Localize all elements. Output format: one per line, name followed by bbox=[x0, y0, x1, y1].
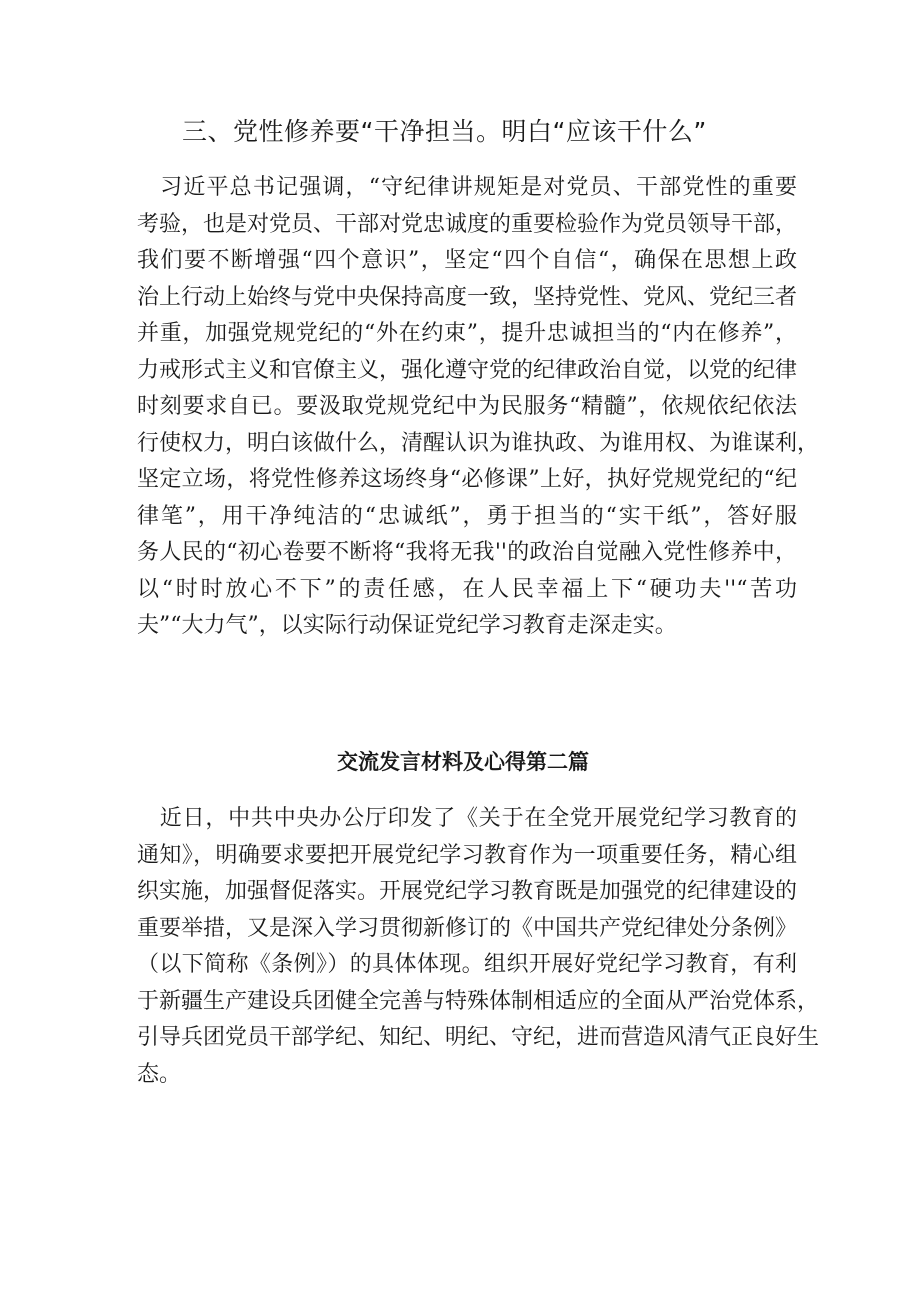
paragraph-line: 以“时时放心不下”的责任感，在人民幸福上下“硬功夫''“苦功 bbox=[137, 576, 797, 602]
paragraph-line: 通知》，明确要求要把开展党纪学习教育作为一项重要任务，精心组 bbox=[137, 842, 797, 868]
paragraph-line: 律笔”，用干净纯洁的“忠诚纸”，勇于担当的“实干纸”，答好服 bbox=[137, 503, 797, 529]
paragraph-line: 重要举措，又是深入学习贯彻新修订的《中国共产党纪律处分条例》 bbox=[137, 915, 798, 941]
paragraph-line: 于新疆生产建设兵团健全完善与特殊体制相适应的全面从严治党体系， bbox=[137, 988, 820, 1014]
paragraph-line: 考验，也是对党员、干部对党忠诚度的重要检验作为党员领导干部， bbox=[137, 211, 798, 237]
paragraph-2 bbox=[137, 801, 820, 1093]
paragraph-line: 时刻要求自已。要汲取党规党纪中为民服务“精髓”，依规依纪依法 bbox=[137, 394, 797, 419]
paragraph-line: 坚定立场，将党性修养这场终身“必修课”上好，执好党规党纪的“纪 bbox=[137, 467, 797, 492]
article-title: 交流发言材料及心得第二篇 bbox=[337, 749, 589, 774]
paragraph-line: 务人民的“初心卷要不断将“我将无我''的政治自觉融入党性修养中， bbox=[137, 540, 797, 565]
paragraph-line: 力戒形式主义和官僚主义，强化遵守党的纪律政治自觉，以党的纪律 bbox=[137, 357, 798, 383]
paragraph-line: 治上行动上始终与党中央保持高度一致，坚持党性、党风、党纪三者 bbox=[137, 284, 798, 310]
section-heading: 三、党性修养要“干净担当。明白“应该干什么” bbox=[182, 117, 707, 146]
paragraph-line: （以下简称《条例》）的具体体现。组织开展好党纪学习教育，有利 bbox=[137, 952, 797, 977]
paragraph-line: 态。 bbox=[137, 1061, 182, 1087]
paragraph-line: 我们要不断增强“四个意识”，坚定“四个自信“，确保在思想上政 bbox=[137, 248, 797, 273]
paragraph-1 bbox=[137, 170, 820, 645]
paragraph-line: 夫”“大力气”，以实际行动保证党纪学习教育走深走实。 bbox=[137, 613, 677, 638]
paragraph-line: 行使权力，明白该做什么，清醒认识为谁执政、为谁用权、为谁谋利， bbox=[137, 430, 820, 456]
paragraph-line: 近日，中共中央办公厅印发了《关于在全党开展党纪学习教育的 bbox=[137, 806, 797, 831]
paragraph-line: 并重，加强党规党纪的“外在约束”，提升忠诚担当的“内在修养”， bbox=[137, 321, 797, 346]
paragraph-line: 织实施，加强督促落实。开展党纪学习教育既是加强党的纪律建设的 bbox=[137, 879, 798, 904]
paragraph-line: 引导兵团党员干部学纪、知纪、明纪、守纪，进而营造风清气正良好生 bbox=[137, 1025, 820, 1050]
paragraph-line: 习近平总书记强调，“守纪律讲规矩是对党员、干部党性的重要 bbox=[137, 175, 797, 200]
